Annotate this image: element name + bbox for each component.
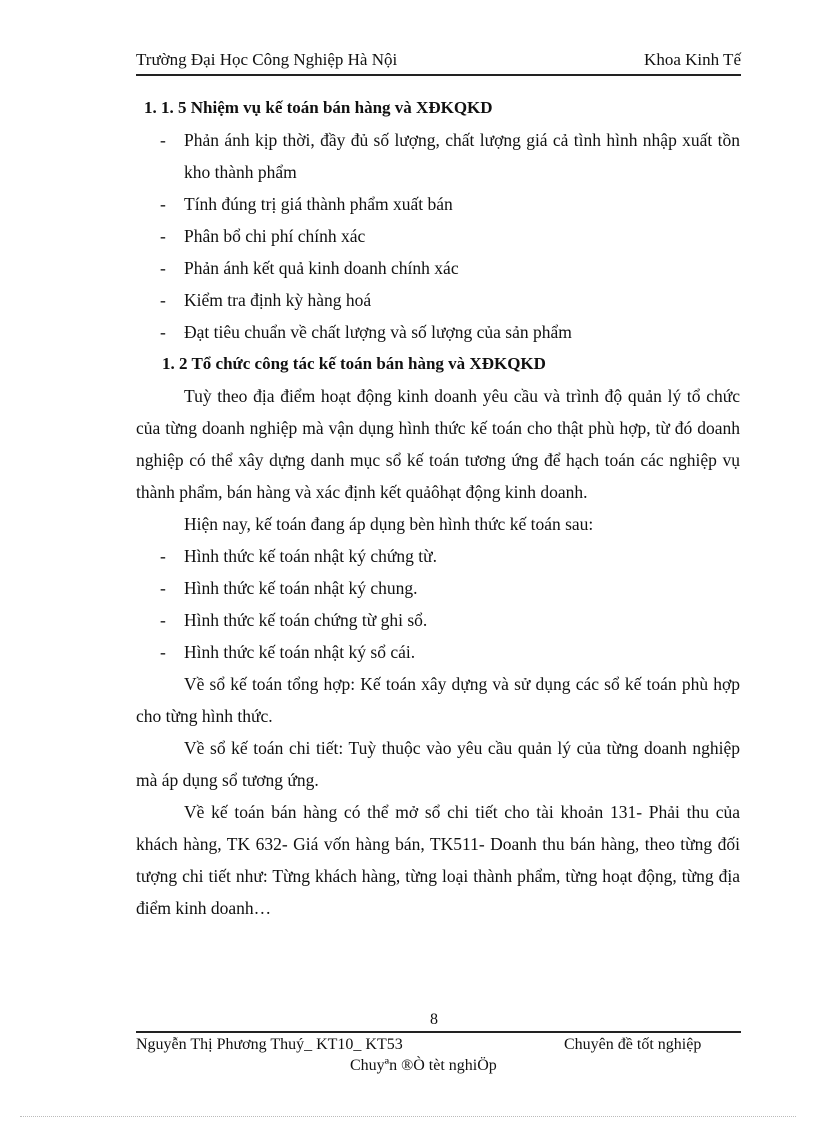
bullet-dash: - bbox=[160, 194, 166, 214]
footer-divider bbox=[136, 1031, 741, 1033]
header-faculty: Khoa Kinh Tế bbox=[644, 50, 741, 69]
bullet-dash: - bbox=[160, 642, 166, 662]
bullet-dash: - bbox=[160, 130, 166, 150]
footer-author: Nguyễn Thị Phương Thuý_ KT10_ KT53 bbox=[136, 1036, 403, 1053]
list-item: - Kiểm tra định kỳ hàng hoá bbox=[136, 284, 740, 316]
section-heading-organization: 1. 2 Tổ chức công tác kế toán bán hàng và XĐKQKD bbox=[162, 354, 546, 373]
bullet-dash: - bbox=[160, 322, 166, 342]
header-school: Trường Đại Học Công Nghiệp Hà Nội bbox=[136, 50, 398, 69]
section-heading-duties: 1. 1. 5 Nhiệm vụ kế toán bán hàng và XĐKQKD bbox=[144, 98, 493, 117]
page-header bbox=[136, 48, 741, 76]
paragraph-summary-books: Về sổ kế toán tổng hợp: Kế toán xây dựng và sử dụng các sổ kế toán phù hợp cho từng hình thức. bbox=[136, 674, 740, 726]
page-number: 8 bbox=[430, 1011, 438, 1028]
list-item: - Phân bổ chi phí chính xác bbox=[136, 220, 740, 252]
list-item: - Hình thức kế toán nhật ký chung. bbox=[136, 572, 740, 604]
bullet-dash: - bbox=[160, 546, 166, 566]
list-item: - Phản ánh kịp thời, đầy đủ số lượng, chất lượng giá cả tình hình nhập xuất tồn kho thành phẩm bbox=[136, 124, 740, 188]
bullet-dash: - bbox=[160, 226, 166, 246]
list-item: - Tính đúng trị giá thành phẩm xuất bán bbox=[136, 188, 740, 220]
list-item: - Hình thức kế toán chứng từ ghi sổ. bbox=[136, 604, 740, 636]
bullet-dash: - bbox=[160, 290, 166, 310]
footer-doc-type: Chuyên đề tốt nghiệp bbox=[564, 1036, 702, 1053]
list-item: - Hình thức kế toán nhật ký chứng từ. bbox=[136, 540, 740, 572]
paragraph-detail-books: Về sổ kế toán chi tiết: Tuỳ thuộc vào yêu cầu quản lý của từng doanh nghiệp mà áp dụng sổ tương ứng. bbox=[136, 738, 740, 790]
paragraph-sales-accounting: Về kế toán bán hàng có thể mở sổ chi tiết cho tài khoản 131- Phải thu của khách hàng, TK 632- Giá vốn hàng bán, TK511- Doanh thu bán hàng, theo từng đối tượng chi tiết như: Từng khách hàng, từng loại thành phẩm, từng hoạt động, từng địa điểm kinh doanh… bbox=[136, 802, 740, 918]
paragraph-intro: Tuỳ theo địa điểm hoạt động kinh doanh yêu cầu và trình độ quản lý tổ chức của từng doanh nghiệp mà vận dụng hình thức kế toán cho thật phù hợp, từ đó doanh nghiệp có thể xây dựng danh mục sổ kế toán tương ứng để hạch toán các nghiệp vụ thành phẩm, bán hàng và xác định kết quảôhạt động kinh doanh. bbox=[136, 386, 740, 502]
footer-encoded-label: Chuyªn ®Ò tèt nghiÖp bbox=[350, 1057, 497, 1074]
bullet-dash: - bbox=[160, 610, 166, 630]
bullet-dash: - bbox=[160, 578, 166, 598]
bullet-dash: - bbox=[160, 258, 166, 278]
page-edge-divider bbox=[20, 1116, 796, 1117]
list-item: - Hình thức kế toán nhật ký sổ cái. bbox=[136, 636, 740, 668]
list-item: - Phản ánh kết quả kinh doanh chính xác bbox=[136, 252, 740, 284]
paragraph-current: Hiện nay, kế toán đang áp dụng bèn hình thức kế toán sau: bbox=[184, 514, 594, 534]
document-body bbox=[136, 92, 740, 924]
list-item: - Đạt tiêu chuẩn về chất lượng và số lượng của sản phẩm bbox=[136, 316, 740, 348]
